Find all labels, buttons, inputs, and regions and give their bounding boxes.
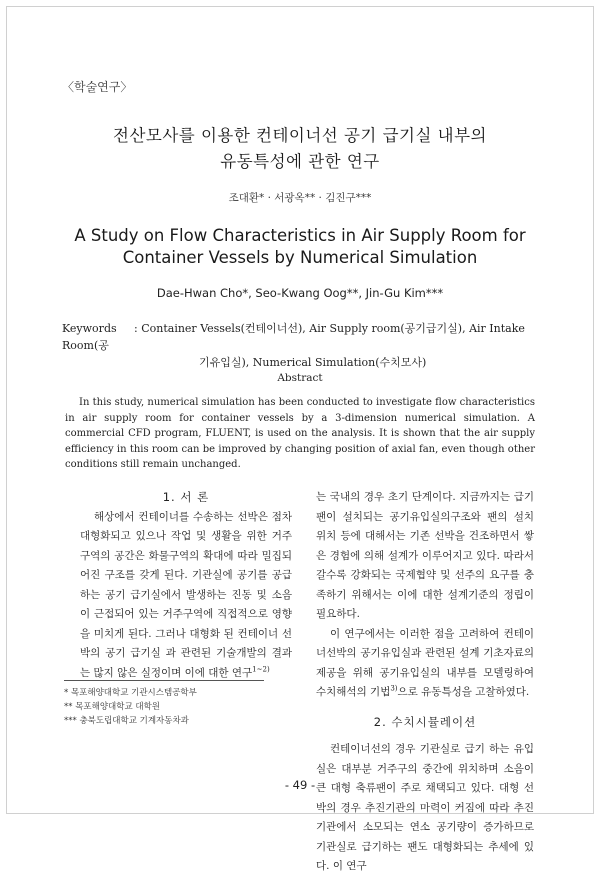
footnote-3: *** 충북도립대학교 기계자동차과: [64, 716, 189, 726]
title-kr-line-2: 유동특성에 관한 연구: [220, 152, 380, 171]
section-tag: 〈학술연구〉: [62, 80, 133, 94]
intro-text-1: 해상에서 컨테이너를 수송하는 선박은 점차 대형화되고 있으나 작업 및 생활을 위한 거주구역의 공간은 화물구역의 확대에 따라 밀집되어진 구조를 갖게 된다. 기관실에 공기를 공급하는 공기 급기실에서 발생하는 진동 및 소음이 근접되어 있는 거주구역에 직접적으로 영향을 미치게 된다. 그러나 대형화 된 컨테이너 선박의 공기 급기실 과 관련된 기술개발의 결과는 많지 않은 실정이며 이에 대한 연구: [80, 510, 292, 679]
footnote-2: ** 목포해양대학교 대학원: [64, 702, 161, 712]
footnotes: [64, 686, 294, 728]
keywords-line-1: [62, 320, 542, 354]
abstract-body: [65, 395, 535, 473]
intro-citation-3: 3): [390, 684, 398, 693]
authors-kr: 조대환* · 서광옥** · 김진구***: [228, 192, 372, 204]
page-number: - 49 -: [284, 778, 316, 792]
intro-paragraph-3: [316, 625, 534, 703]
intro-text-3a: 이 연구에서는 이러한 점을 고려하여 컨테이너선박의 공기유입실과 관련된 설계 기초자료의 제공을 위해 공기유입실의 내부를 모델링하여 수치해석의 기법: [316, 627, 534, 698]
title-kr-line-1: 전산모사를 이용한 컨테이너선 공기 급기실 내부의: [113, 126, 487, 145]
model-paragraph: 컨테이너선의 경우 기관실로 급기 하는 유입실은 대부분 거주구의 중간에 위치하며 소음이 큰 대형 축류팬이 주로 채택되고 있다. 대형 선박의 경우 추진기관의 마력이 커짐에 따라 추진기관에서 소모되는 연소 공기량이 증가하므로 기관실로 급기하는 팬도 대형화되는 추세에 있다. 이 연구: [316, 743, 534, 872]
intro-text-3b: 으로 유동특성을 고찰하였다.: [397, 686, 530, 698]
intro-paragraph-1: [80, 508, 292, 684]
keywords-text-2: 기유입실), Numerical Simulation(수치모사): [199, 356, 427, 369]
footnote-divider: [64, 680, 264, 681]
body-column-right-content: [316, 488, 534, 872]
footnote-1: * 목포해양대학교 기관시스템공학부: [64, 688, 197, 698]
intro-citation-1: 1~2): [252, 665, 270, 673]
keywords-separator: :: [134, 322, 138, 335]
body-column-left: [80, 488, 292, 683]
authors-en: Dae-Hwan Cho*, Seo-Kwang Oog**, Jin-Gu Kim***: [156, 286, 444, 300]
keywords-text-1: Container Vessels(컨테이너선), Air Supply room(공기급기실), Air Intake Room(공: [62, 322, 525, 352]
title-en-line-2: Container Vessels by Numerical Simulation: [122, 248, 478, 267]
keywords-label: Keywords: [62, 322, 117, 335]
title-en-line-1: A Study on Flow Characteristics in Air Supply Room for: [74, 226, 526, 245]
keywords-block: [62, 320, 542, 371]
intro-heading: 1. 서 론: [162, 490, 210, 504]
abstract-paragraph: In this study, numerical simulation has been conducted to investigate flow characteristics in air supply room for container vessels by a 3-dimension numerical simulation. A commercial CFD program, FLUENT, is used on the analysis. It is shown that the air supply efficiency in this room can be improved by changing position of axial fan, even though other conditions still remain unchanged.: [65, 397, 535, 470]
intro-paragraph-2-continued: 는 국내의 경우 초기 단계이다. 지금까지는 급기팬이 설치되는 공기유입실의구조와 팬의 설치 위치 등에 대해서는 기존 선박을 건조하면서 쌓은 경험에 의해 설계가 이루어지고 있다. 따라서 갈수록 강화되는 국제협약 및 선주의 요구를 충족하기 위해서는 이에 대한 설계기준의 정립이 필요하다.: [316, 491, 534, 620]
abstract-heading: Abstract: [277, 372, 323, 384]
model-heading: 2. 수치시뮬레이션: [373, 714, 477, 729]
